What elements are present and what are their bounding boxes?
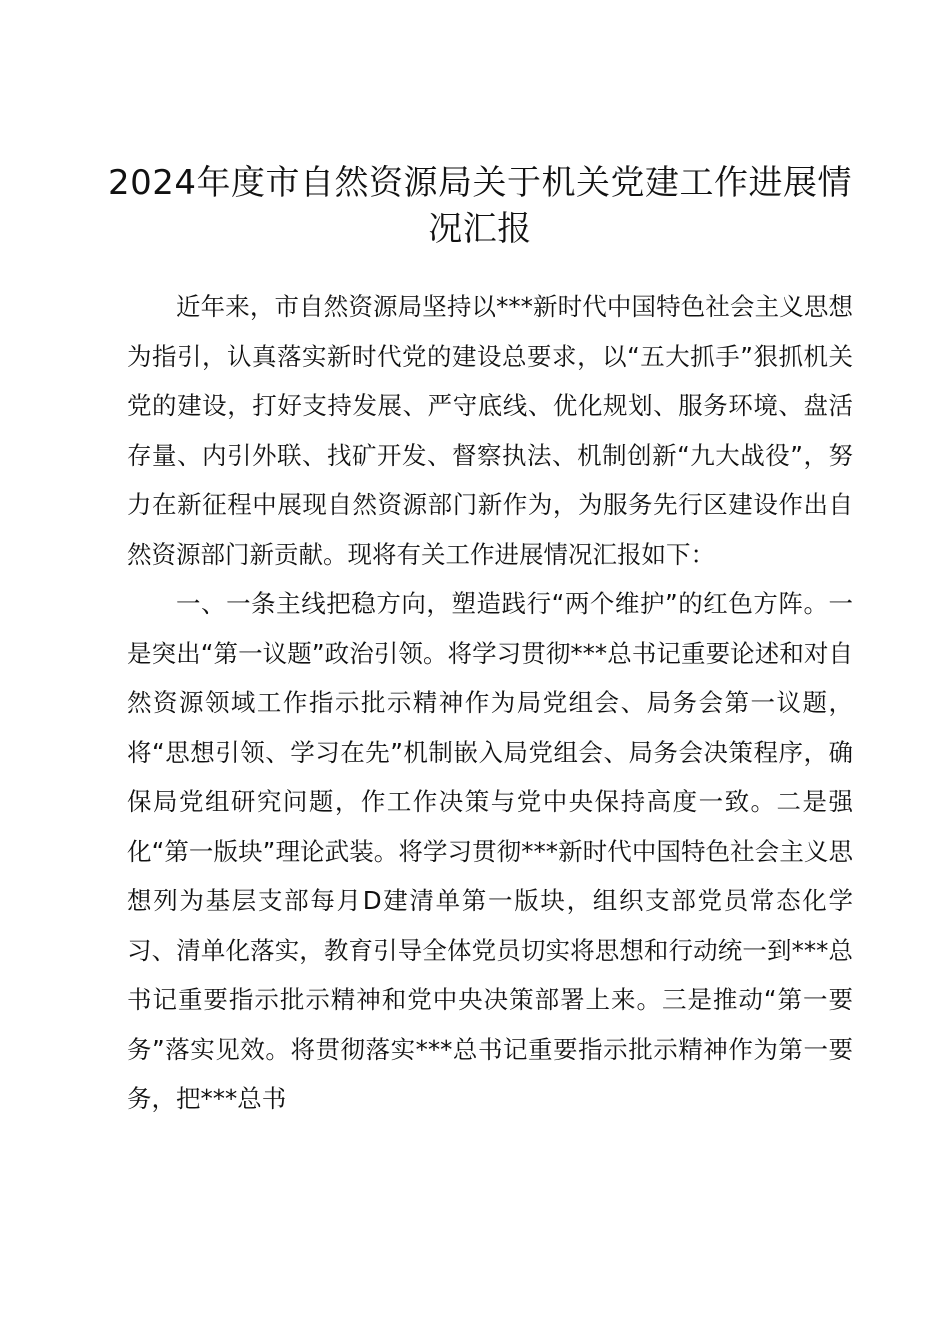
paragraph-section-one: 一、一条主线把稳方向，塑造践行“两个维护”的红色方阵。一是突出“第一议题”政治引领。将学习贯彻***总书记重要论述和对自然资源领域工作指示批示精神作为局党组会、局务会第一议题，将“思想引领、学习在先”机制嵌入局党组会、局务会决策程序，确保局党组研究问题，作工作决策与党中央保持高度一致。二是强化“第一版块”理论武装。将学习贯彻***新时代中国特色社会主义思想列为基层支部每月D建清单第一版块，组织支部党员常态化学习、清单化落实，教育引导全体党员切实将思想和行动统一到***总书记重要指示批示精神和党中央决策部署上来。三是推动“第一要务”落实见效。将贯彻落实***总书记重要指示批示精神作为第一要务，把***总书 <box>127 589 853 1113</box>
document-body <box>127 282 853 1124</box>
document-title: 2024年度市自然资源局关于机关党建工作进展情况汇报 <box>107 163 853 249</box>
paragraph-intro: 近年来，市自然资源局坚持以***新时代中国特色社会主义思想为指引，认真落实新时代党的建设总要求，以“五大抓手”狠抓机关党的建设，打好支持发展、严守底线、优化规划、服务环境、盘活存量、内引外联、找矿开发、督察执法、机制创新“九大战役”，努力在新征程中展现自然资源部门新作为，为服务先行区建设作出自然资源部门新贡献。现将有关工作进展情况汇报如下： <box>127 292 853 569</box>
